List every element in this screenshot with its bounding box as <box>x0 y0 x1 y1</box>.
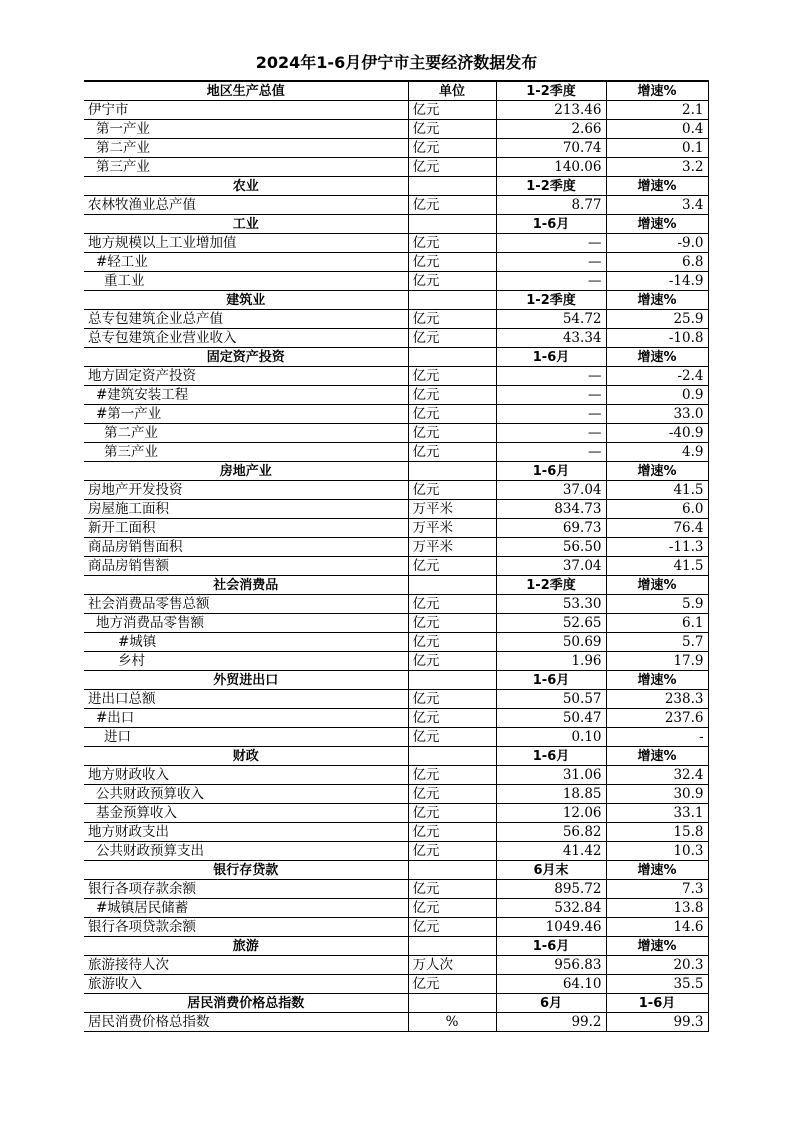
row-growth: 增速% <box>606 348 708 367</box>
table-row <box>84 823 708 842</box>
table-row <box>84 139 708 158</box>
row-label: 银行存贷款 <box>84 861 408 880</box>
row-unit: 万人次 <box>408 956 496 975</box>
row-unit: 亿元 <box>408 899 496 918</box>
row-unit: 亿元 <box>408 633 496 652</box>
row-value: 37.04 <box>496 481 606 500</box>
row-value: 895.72 <box>496 880 606 899</box>
row-label: 建筑业 <box>84 291 408 310</box>
row-value: — <box>496 272 606 291</box>
section-header-row <box>84 671 708 690</box>
row-unit: 亿元 <box>408 443 496 462</box>
row-label: 银行各项存款余额 <box>84 880 408 899</box>
row-growth: 14.6 <box>606 918 708 937</box>
row-label: 社会消费品零售总额 <box>84 595 408 614</box>
table-row <box>84 899 708 918</box>
row-label: 商品房销售面积 <box>84 538 408 557</box>
row-unit <box>408 937 496 956</box>
row-unit: 亿元 <box>408 709 496 728</box>
table-row <box>84 158 708 177</box>
row-growth: 增速% <box>606 671 708 690</box>
row-growth: 增速% <box>606 177 708 196</box>
row-unit: % <box>408 1013 496 1032</box>
row-value: 54.72 <box>496 310 606 329</box>
row-growth: 25.9 <box>606 310 708 329</box>
row-value: 1-2季度 <box>496 291 606 310</box>
row-growth: 0.4 <box>606 120 708 139</box>
table-row <box>84 652 708 671</box>
row-value: 56.82 <box>496 823 606 842</box>
row-value: — <box>496 386 606 405</box>
row-value: — <box>496 253 606 272</box>
row-value: 8.77 <box>496 196 606 215</box>
table-row <box>84 329 708 348</box>
row-growth: 0.1 <box>606 139 708 158</box>
row-growth: 35.5 <box>606 975 708 994</box>
row-unit <box>408 861 496 880</box>
row-value: 1.96 <box>496 652 606 671</box>
table-row <box>84 918 708 937</box>
row-growth: 6.1 <box>606 614 708 633</box>
row-value: 31.06 <box>496 766 606 785</box>
row-value: 50.47 <box>496 709 606 728</box>
table-row <box>84 120 708 139</box>
table-row <box>84 196 708 215</box>
row-label: 农林牧渔业总产值 <box>84 196 408 215</box>
table-row <box>84 633 708 652</box>
row-label: 基金预算收入 <box>84 804 408 823</box>
row-unit: 亿元 <box>408 405 496 424</box>
row-unit <box>408 348 496 367</box>
row-value: 70.74 <box>496 139 606 158</box>
row-value: 64.10 <box>496 975 606 994</box>
table-row <box>84 538 708 557</box>
row-growth: 增速% <box>606 462 708 481</box>
row-growth: 6.8 <box>606 253 708 272</box>
row-growth: 15.8 <box>606 823 708 842</box>
table-row <box>84 880 708 899</box>
row-growth: 17.9 <box>606 652 708 671</box>
row-growth: -40.9 <box>606 424 708 443</box>
row-unit: 亿元 <box>408 975 496 994</box>
row-unit: 亿元 <box>408 272 496 291</box>
row-unit: 亿元 <box>408 842 496 861</box>
row-unit: 亿元 <box>408 918 496 937</box>
table-row <box>84 367 708 386</box>
row-unit: 单位 <box>408 81 496 101</box>
row-label: 房地产开发投资 <box>84 481 408 500</box>
row-label: 第二产业 <box>84 139 408 158</box>
row-value: 2.66 <box>496 120 606 139</box>
row-label: #第一产业 <box>84 405 408 424</box>
row-value: 56.50 <box>496 538 606 557</box>
row-unit <box>408 671 496 690</box>
row-label: 居民消费价格总指数 <box>84 994 408 1013</box>
table-row <box>84 1013 708 1032</box>
row-label: 总专包建筑企业总产值 <box>84 310 408 329</box>
section-header-row <box>84 348 708 367</box>
row-value: 1-2季度 <box>496 81 606 101</box>
row-label: 旅游收入 <box>84 975 408 994</box>
row-label: 总专包建筑企业营业收入 <box>84 329 408 348</box>
section-header-row <box>84 937 708 956</box>
row-label: 旅游接待人次 <box>84 956 408 975</box>
row-growth: 30.9 <box>606 785 708 804</box>
row-label: 地区生产总值 <box>84 81 408 101</box>
row-label: 房屋施工面积 <box>84 500 408 519</box>
section-header-row <box>84 747 708 766</box>
row-value: 956.83 <box>496 956 606 975</box>
row-growth: 6.0 <box>606 500 708 519</box>
row-unit: 亿元 <box>408 120 496 139</box>
row-growth: 增速% <box>606 937 708 956</box>
row-value: 140.06 <box>496 158 606 177</box>
row-growth: - <box>606 728 708 747</box>
row-growth: -9.0 <box>606 234 708 253</box>
table-row <box>84 234 708 253</box>
row-growth: 7.3 <box>606 880 708 899</box>
row-growth: 4.9 <box>606 443 708 462</box>
row-unit <box>408 576 496 595</box>
row-label: 农业 <box>84 177 408 196</box>
row-value: 18.85 <box>496 785 606 804</box>
row-growth: 增速% <box>606 747 708 766</box>
row-unit: 万平米 <box>408 519 496 538</box>
table-row <box>84 804 708 823</box>
table-row <box>84 557 708 576</box>
row-value: 1049.46 <box>496 918 606 937</box>
table-row <box>84 310 708 329</box>
row-growth: 2.1 <box>606 101 708 120</box>
row-label: 外贸进出口 <box>84 671 408 690</box>
table-row <box>84 728 708 747</box>
row-unit: 亿元 <box>408 880 496 899</box>
row-value: 1-6月 <box>496 937 606 956</box>
row-unit: 亿元 <box>408 557 496 576</box>
section-header-row <box>84 861 708 880</box>
table-row <box>84 405 708 424</box>
row-value: — <box>496 234 606 253</box>
row-growth: 13.8 <box>606 899 708 918</box>
row-label: 地方固定资产投资 <box>84 367 408 386</box>
table-row <box>84 842 708 861</box>
row-unit: 亿元 <box>408 367 496 386</box>
row-unit: 亿元 <box>408 766 496 785</box>
row-unit: 亿元 <box>408 823 496 842</box>
row-label: 公共财政预算支出 <box>84 842 408 861</box>
row-label: 房地产业 <box>84 462 408 481</box>
row-unit: 亿元 <box>408 804 496 823</box>
row-growth: 3.2 <box>606 158 708 177</box>
row-unit <box>408 291 496 310</box>
row-value: 69.73 <box>496 519 606 538</box>
row-unit <box>408 215 496 234</box>
row-label: 新开工面积 <box>84 519 408 538</box>
table-row <box>84 443 708 462</box>
row-unit: 亿元 <box>408 481 496 500</box>
row-label: 第一产业 <box>84 120 408 139</box>
row-unit: 亿元 <box>408 158 496 177</box>
row-unit: 亿元 <box>408 310 496 329</box>
row-label: #城镇 <box>84 633 408 652</box>
row-label: 乡村 <box>84 652 408 671</box>
row-growth: -10.8 <box>606 329 708 348</box>
row-value: 53.30 <box>496 595 606 614</box>
row-growth: 5.9 <box>606 595 708 614</box>
row-growth: 增速% <box>606 215 708 234</box>
row-growth: 0.9 <box>606 386 708 405</box>
row-unit: 亿元 <box>408 728 496 747</box>
row-growth: 32.4 <box>606 766 708 785</box>
row-unit: 亿元 <box>408 785 496 804</box>
row-value: 52.65 <box>496 614 606 633</box>
table-row <box>84 101 708 120</box>
row-growth: 41.5 <box>606 481 708 500</box>
table-row <box>84 766 708 785</box>
row-unit: 万平米 <box>408 538 496 557</box>
row-label: 伊宁市 <box>84 101 408 120</box>
row-value: 0.10 <box>496 728 606 747</box>
row-growth: 增速% <box>606 861 708 880</box>
row-unit: 万平米 <box>408 500 496 519</box>
row-value: 6月 <box>496 994 606 1013</box>
row-value: 50.57 <box>496 690 606 709</box>
row-growth: -11.3 <box>606 538 708 557</box>
table-row <box>84 481 708 500</box>
row-value: — <box>496 367 606 386</box>
row-growth: 237.6 <box>606 709 708 728</box>
section-header-row <box>84 462 708 481</box>
section-header-row <box>84 576 708 595</box>
row-value: 1-6月 <box>496 348 606 367</box>
row-value: 834.73 <box>496 500 606 519</box>
section-header-row <box>84 994 708 1013</box>
row-value: 41.42 <box>496 842 606 861</box>
row-label: 地方消费品零售额 <box>84 614 408 633</box>
row-value: 1-6月 <box>496 671 606 690</box>
row-label: #轻工业 <box>84 253 408 272</box>
row-unit: 亿元 <box>408 690 496 709</box>
row-unit <box>408 747 496 766</box>
row-unit: 亿元 <box>408 595 496 614</box>
row-unit: 亿元 <box>408 139 496 158</box>
table-row <box>84 519 708 538</box>
row-growth: 33.0 <box>606 405 708 424</box>
table-row <box>84 386 708 405</box>
row-value: — <box>496 424 606 443</box>
row-label: 第二产业 <box>84 424 408 443</box>
row-unit: 亿元 <box>408 424 496 443</box>
table-row <box>84 595 708 614</box>
table-row <box>84 424 708 443</box>
row-label: 工业 <box>84 215 408 234</box>
row-value: — <box>496 405 606 424</box>
row-growth: 76.4 <box>606 519 708 538</box>
row-growth: -2.4 <box>606 367 708 386</box>
row-growth: 增速% <box>606 576 708 595</box>
row-label: 居民消费价格总指数 <box>84 1013 408 1032</box>
table-row <box>84 709 708 728</box>
row-label: #城镇居民储蓄 <box>84 899 408 918</box>
table-body <box>84 81 708 1032</box>
row-label: #出口 <box>84 709 408 728</box>
row-unit: 亿元 <box>408 386 496 405</box>
row-label: 商品房销售额 <box>84 557 408 576</box>
row-growth: 33.1 <box>606 804 708 823</box>
row-unit: 亿元 <box>408 652 496 671</box>
table-row <box>84 785 708 804</box>
table-row <box>84 614 708 633</box>
row-label: 地方财政收入 <box>84 766 408 785</box>
table-row <box>84 690 708 709</box>
row-label: 进出口总额 <box>84 690 408 709</box>
table-row <box>84 500 708 519</box>
row-value: 1-6月 <box>496 462 606 481</box>
row-growth: 20.3 <box>606 956 708 975</box>
row-unit: 亿元 <box>408 329 496 348</box>
row-label: 财政 <box>84 747 408 766</box>
row-label: 固定资产投资 <box>84 348 408 367</box>
row-value: 1-2季度 <box>496 177 606 196</box>
row-value: 37.04 <box>496 557 606 576</box>
page-title: 2024年1-6月伊宁市主要经济数据发布 <box>255 53 538 72</box>
row-growth: 41.5 <box>606 557 708 576</box>
row-label: 第三产业 <box>84 443 408 462</box>
row-value: — <box>496 443 606 462</box>
row-growth: 238.3 <box>606 690 708 709</box>
row-label: 旅游 <box>84 937 408 956</box>
table-row <box>84 956 708 975</box>
row-value: 1-2季度 <box>496 576 606 595</box>
row-value: 532.84 <box>496 899 606 918</box>
row-growth: 99.3 <box>606 1013 708 1032</box>
row-value: 1-6月 <box>496 747 606 766</box>
row-growth: 增速% <box>606 291 708 310</box>
economic-data-table <box>84 80 709 1032</box>
row-value: 43.34 <box>496 329 606 348</box>
section-header-row <box>84 291 708 310</box>
row-label: 地方规模以上工业增加值 <box>84 234 408 253</box>
row-value: 1-6月 <box>496 215 606 234</box>
row-label: 重工业 <box>84 272 408 291</box>
row-growth: -14.9 <box>606 272 708 291</box>
row-growth: 10.3 <box>606 842 708 861</box>
row-growth: 增速% <box>606 81 708 101</box>
row-unit <box>408 462 496 481</box>
table-row <box>84 253 708 272</box>
row-unit: 亿元 <box>408 614 496 633</box>
section-header-row <box>84 177 708 196</box>
row-label: 社会消费品 <box>84 576 408 595</box>
row-label: 银行各项贷款余额 <box>84 918 408 937</box>
row-value: 50.69 <box>496 633 606 652</box>
row-unit <box>408 994 496 1013</box>
row-label: 地方财政支出 <box>84 823 408 842</box>
table-row <box>84 975 708 994</box>
row-label: 进口 <box>84 728 408 747</box>
row-growth: 3.4 <box>606 196 708 215</box>
row-label: 公共财政预算收入 <box>84 785 408 804</box>
row-value: 99.2 <box>496 1013 606 1032</box>
row-growth: 5.7 <box>606 633 708 652</box>
row-value: 12.06 <box>496 804 606 823</box>
section-header-row <box>84 81 708 101</box>
row-label: #建筑安装工程 <box>84 386 408 405</box>
row-unit: 亿元 <box>408 234 496 253</box>
row-label: 第三产业 <box>84 158 408 177</box>
row-value: 6月末 <box>496 861 606 880</box>
row-unit: 亿元 <box>408 196 496 215</box>
section-header-row <box>84 215 708 234</box>
row-unit: 亿元 <box>408 253 496 272</box>
table-row <box>84 272 708 291</box>
row-unit <box>408 177 496 196</box>
row-value: 213.46 <box>496 101 606 120</box>
row-growth: 1-6月 <box>606 994 708 1013</box>
row-unit: 亿元 <box>408 101 496 120</box>
